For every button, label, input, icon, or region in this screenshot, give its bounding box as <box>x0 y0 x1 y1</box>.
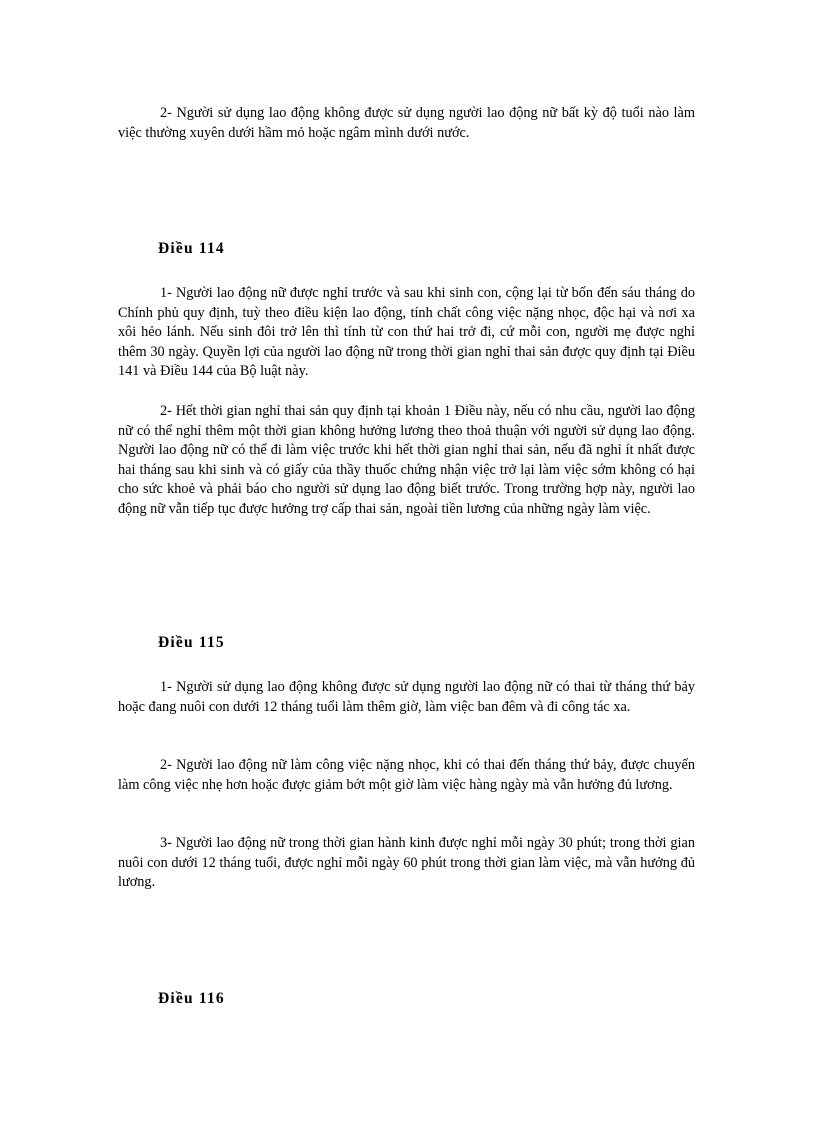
article-115-paragraph-1: 1- Người sử dụng lao động không được sử dụng người lao động nữ có thai từ tháng thứ bảy hoặc đang nuôi con dưới 12 tháng tuổi làm thêm giờ, làm việc ban đêm và đi công tác xa. <box>118 679 695 715</box>
article-115-paragraph-3: 3- Người lao động nữ trong thời gian hành kinh được nghỉ mỗi ngày 30 phút; trong thời gian nuôi con dưới 12 tháng tuổi, được nghỉ mỗi ngày 60 phút trong thời gian làm việc, mà vẫn hưởng đủ lương. <box>118 835 695 891</box>
article-114-paragraph-2: 2- Hết thời gian nghỉ thai sản quy định tại khoản 1 Điều này, nếu có nhu cầu, người lao động nữ có thể nghỉ thêm một thời gian không hưởng lương theo thoả thuận với người sử dụng lao động. Người lao động nữ có thể đi làm việc trước khi hết thời gian nghỉ thai sản, nếu đã nghỉ ít nhất được hai tháng sau khi sinh và có giấy của thầy thuốc chứng nhận việc trở lại làm việc sớm không có hại cho sức khoẻ và phải báo cho người sử dụng lao động biết trước. Trong trường hợp này, người lao động nữ vẫn tiếp tục được hưởng trợ cấp thai sản, ngoài tiền lương của những ngày làm việc. <box>118 403 695 517</box>
article-114-heading: Điều 114 <box>158 240 225 257</box>
article-115-paragraph-2: 2- Người lao động nữ làm công việc nặng nhọc, khi có thai đến tháng thứ bảy, được chuyển làm công việc nhẹ hơn hoặc được giảm bớt một giờ làm việc hàng ngày mà vẫn hưởng đủ lương. <box>118 757 695 793</box>
article-114-paragraph-1: 1- Người lao động nữ được nghỉ trước và sau khi sinh con, cộng lại từ bốn đến sáu tháng do Chính phủ quy định, tuỳ theo điều kiện lao động, tính chất công việc nặng nhọc, độc hại và nơi xa xôi hẻo lánh. Nếu sinh đôi trở lên thì tính từ con thứ hai trở đi, cứ mỗi con, người mẹ được nghỉ thêm 30 ngày. Quyền lợi của người lao động nữ trong thời gian nghỉ thai sản được quy định tại Điều 141 và Điều 144 của Bộ luật này. <box>118 285 695 380</box>
intro-paragraph: 2- Người sử dụng lao động không được sử dụng người lao động nữ bất kỳ độ tuổi nào làm việc thường xuyên dưới hầm mỏ hoặc ngâm mình dưới nước. <box>118 105 695 141</box>
article-115-heading: Điều 115 <box>158 634 225 651</box>
article-116-heading: Điều 116 <box>158 990 225 1007</box>
